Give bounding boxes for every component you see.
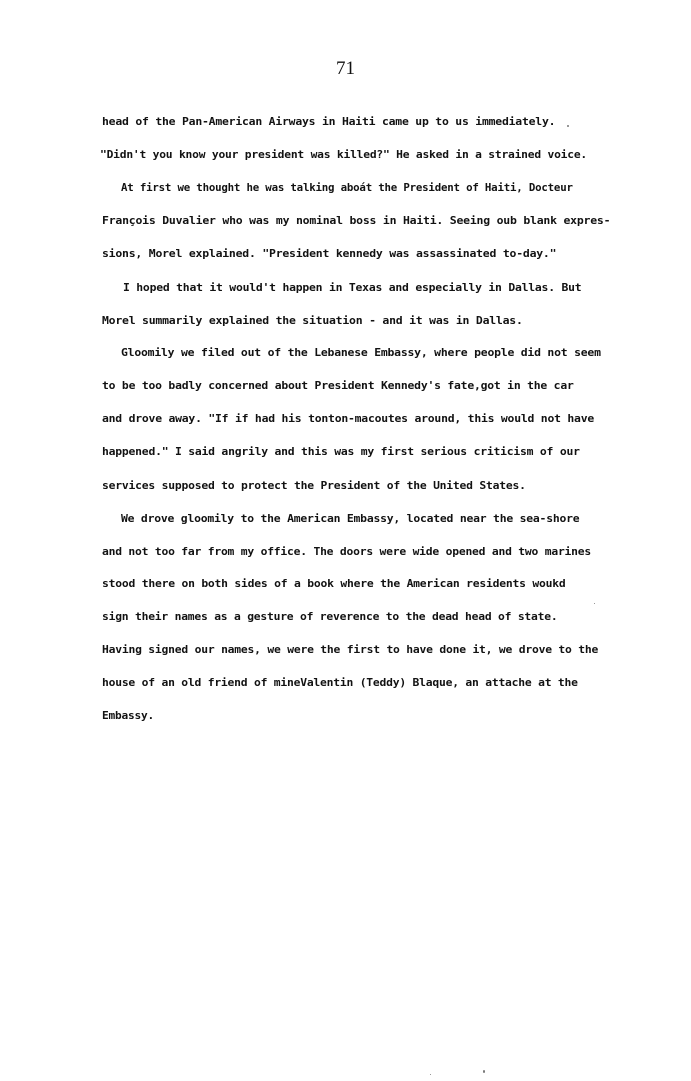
text-line: I hoped that it would't happen in Texas and especially in Dallas. But: [123, 282, 582, 294]
text-line: and drove away. "If if had his tonton-macoutes around, this would not have: [102, 413, 594, 425]
text-line: to be too badly concerned about President Kennedy's fate,got in the car: [102, 380, 574, 392]
text-line: "Didn't you know your president was killed?" He asked in a strained voice.: [100, 149, 587, 161]
text-line: and not too far from my office. The doors were wide opened and two marines: [102, 546, 591, 558]
text-line: Having signed our names, we were the first to have done it, we drove to the: [102, 644, 599, 656]
text-line: François Duvalier who was my nominal boss in Haiti. Seeing oub blank expres-: [102, 215, 611, 227]
text-line: happened." I said angrily and this was my first serious criticism of our: [102, 446, 580, 458]
text-line: head of the Pan-American Airways in Haiti came up to us immediately.: [102, 116, 556, 128]
text-line: Gloomily we filed out of the Lebanese Embassy, where people did not seem: [121, 347, 601, 359]
text-line: house of an old friend of mineValentin (Teddy) Blaque, an attache at the: [102, 677, 578, 689]
page-number: 71: [336, 58, 355, 79]
scan-speck: [567, 125, 569, 127]
text-line: stood there on both sides of a book where the American residents woukd: [102, 578, 566, 590]
scan-speck: [430, 1074, 431, 1075]
scan-speck: [483, 1070, 485, 1073]
text-line: We drove gloomily to the American Embassy, located near the sea-shore: [121, 513, 580, 525]
text-line: services supposed to protect the President of the United States.: [102, 480, 526, 492]
text-line: Morel summarily explained the situation - and it was in Dallas.: [102, 315, 523, 327]
text-line: sions, Morel explained. "President kennedy was assassinated to-day.": [102, 248, 557, 260]
text-line: Embassy.: [102, 710, 154, 722]
text-line: At first we thought he was talking aboát the President of Haiti, Docteur: [121, 182, 573, 194]
scan-speck: [594, 603, 595, 604]
text-line: sign their names as a gesture of reverence to the dead head of state.: [102, 611, 558, 623]
